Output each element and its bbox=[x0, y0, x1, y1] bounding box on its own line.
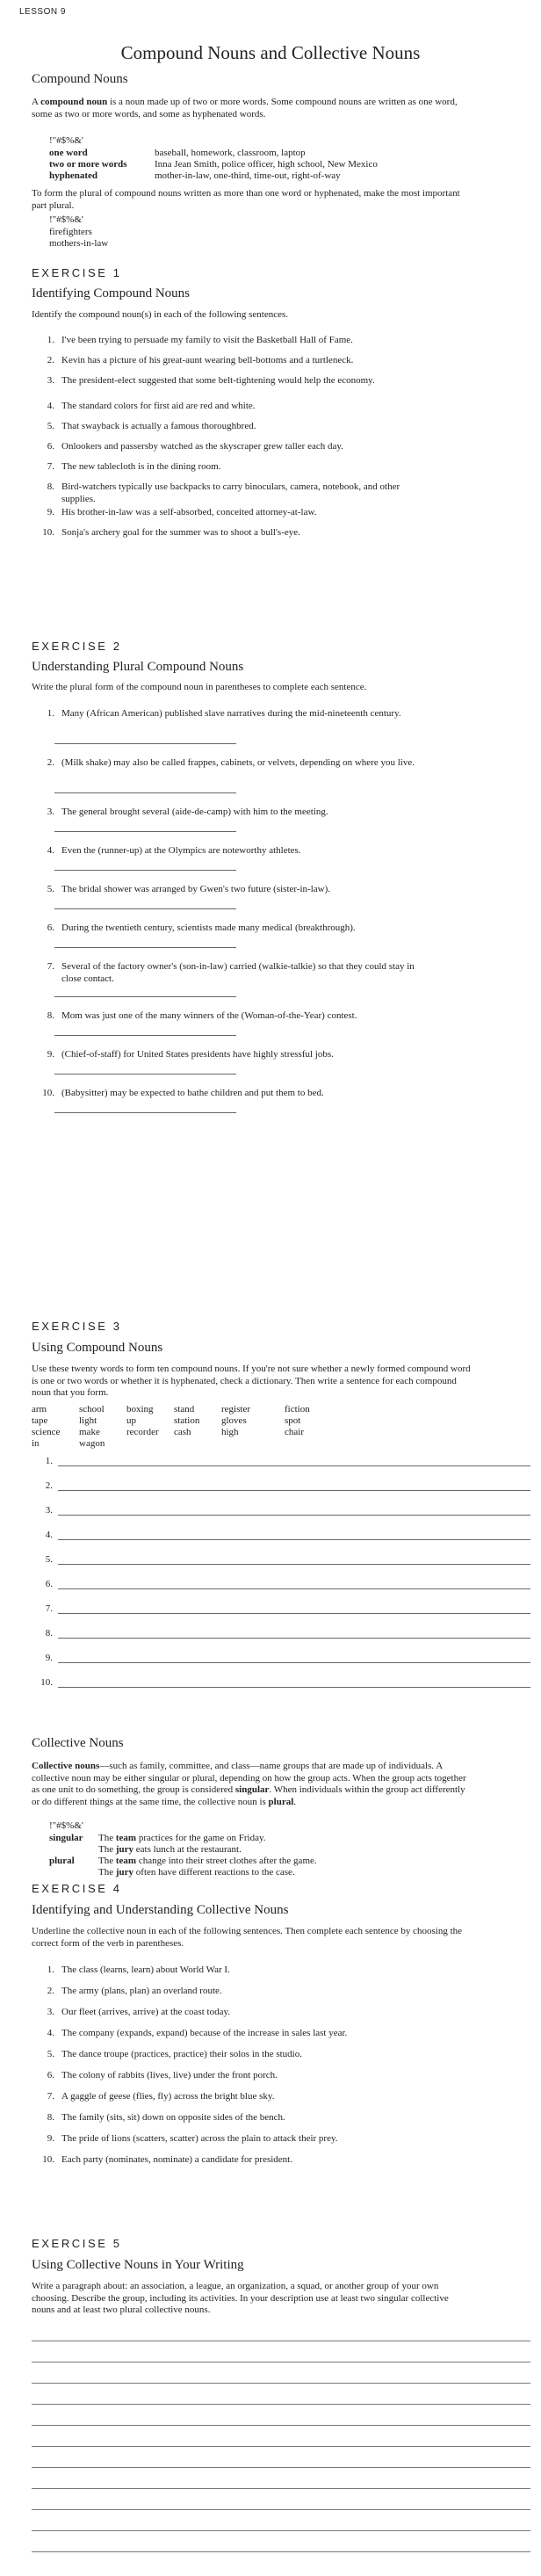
writing-line[interactable] bbox=[32, 2404, 530, 2405]
item-number: 1. bbox=[47, 335, 54, 345]
item-text: (Babysitter) may be expected to bathe children and put them to bed. bbox=[61, 1088, 324, 1098]
word-cell: gloves bbox=[221, 1415, 247, 1426]
word-cell: register bbox=[221, 1404, 250, 1415]
item-text: The dance troupe (practices, practice) their solos in the studio. bbox=[61, 2049, 302, 2059]
item-number: 1. bbox=[47, 708, 54, 719]
collective-heading: Collective Nouns bbox=[32, 1736, 124, 1750]
line-number: 5. bbox=[45, 1554, 53, 1565]
list-item bbox=[35, 923, 422, 935]
item-number: 4. bbox=[47, 2028, 54, 2038]
item-text: The new tablecloth is in the dining room. bbox=[61, 461, 221, 472]
item-text: That swayback is actually a famous thoroughbred. bbox=[61, 421, 256, 431]
item-text: The standard colors for first aid are red and white. bbox=[61, 401, 256, 411]
item-text: The president-elect suggested that some belt-tightening would help the economy. bbox=[61, 375, 375, 386]
item-number: 3. bbox=[47, 807, 54, 817]
item-number: 6. bbox=[47, 441, 54, 452]
exercise-3-heading: Using Compound Nouns bbox=[32, 1341, 163, 1355]
numbered-answer-line[interactable] bbox=[32, 1503, 530, 1516]
word-bank bbox=[32, 1404, 332, 1450]
exercise-2-label: EXERCISE 2 bbox=[32, 640, 122, 653]
word-cell bbox=[285, 1438, 332, 1450]
compound-types-list bbox=[49, 148, 378, 182]
word-cell: tape bbox=[32, 1415, 48, 1426]
list-item bbox=[35, 2007, 422, 2019]
item-text: The colony of rabbits (lives, live) under the front porch. bbox=[61, 2070, 278, 2080]
item-text: Even the (runner-up) at the Olympics are noteworthy athletes. bbox=[61, 845, 301, 856]
exercise-4-label: EXERCISE 4 bbox=[32, 1882, 122, 1895]
word-row bbox=[32, 1415, 332, 1427]
answer-line[interactable] bbox=[58, 1655, 530, 1663]
word-cell: wagon bbox=[79, 1438, 105, 1449]
line-number: 7. bbox=[45, 1603, 53, 1614]
item-number: 1. bbox=[47, 1965, 54, 1975]
word-row bbox=[32, 1427, 332, 1438]
exercise-2-instructions: Write the plural form of the compound noun in parentheses to complete each sentence. bbox=[32, 682, 367, 692]
answer-line[interactable] bbox=[58, 1581, 530, 1589]
word-cell: stand bbox=[174, 1404, 195, 1415]
list-item bbox=[35, 2091, 422, 2103]
symbol-glyph: !"#$%&' bbox=[49, 214, 83, 225]
answer-line[interactable] bbox=[58, 1680, 530, 1688]
plural-examples: firefighters mothers-in-law bbox=[49, 227, 109, 249]
exercise-3-label: EXERCISE 3 bbox=[32, 1320, 122, 1333]
item-number: 5. bbox=[47, 884, 54, 894]
item-number: 8. bbox=[47, 2112, 54, 2123]
word-cell: high bbox=[221, 1427, 239, 1437]
answer-line[interactable] bbox=[54, 947, 236, 948]
item-number: 5. bbox=[47, 2049, 54, 2059]
item-number: 5. bbox=[47, 421, 54, 431]
item-text: The pride of lions (scatters, scatter) across the plain to attack their prey. bbox=[61, 2133, 338, 2144]
word-cell bbox=[221, 1438, 285, 1450]
writing-line[interactable] bbox=[32, 2530, 530, 2531]
item-text: Bird-watchers typically use backpacks to carry binoculars, camera, notebook, and other supplies. bbox=[61, 481, 400, 504]
list-item bbox=[35, 708, 422, 720]
item-text: Our fleet (arrives, arrive) at the coast today. bbox=[61, 2007, 231, 2017]
list-item bbox=[35, 375, 422, 387]
writing-line[interactable] bbox=[32, 2467, 530, 2468]
item-text: During the twentieth century, scientists made many medical (breakthrough). bbox=[61, 923, 356, 933]
word-row bbox=[32, 1404, 332, 1415]
line-number: 4. bbox=[45, 1530, 53, 1540]
list-item bbox=[35, 461, 422, 474]
word-cell: cash bbox=[174, 1427, 191, 1437]
answer-line[interactable] bbox=[58, 1483, 530, 1491]
word-cell: fiction bbox=[285, 1404, 310, 1415]
exercise-4-instructions: Underline the collective noun in each of the following sentences. Then complete each sentence by choosing the correct form of the verb in parentheses. bbox=[32, 1926, 463, 1949]
compound-heading: Compound Nouns bbox=[32, 72, 128, 86]
collective-examples bbox=[49, 1833, 450, 1878]
list-item bbox=[35, 1010, 422, 1023]
answer-line[interactable] bbox=[58, 1631, 530, 1639]
word-cell: spot bbox=[285, 1415, 301, 1426]
item-text: The bridal shower was arranged by Gwen's two future (sister-in-law). bbox=[61, 884, 330, 894]
list-item bbox=[35, 355, 422, 367]
item-text: Sonja's archery goal for the summer was to shoot a bull's-eye. bbox=[61, 527, 300, 538]
word-cell: light bbox=[79, 1415, 97, 1426]
list-item bbox=[35, 1986, 422, 1998]
item-number: 2. bbox=[47, 1986, 54, 1996]
exercise-1-instructions: Identify the compound noun(s) in each of the following sentences. bbox=[32, 309, 289, 320]
item-number: 2. bbox=[47, 355, 54, 365]
item-number: 7. bbox=[47, 2091, 54, 2102]
line-number: 3. bbox=[45, 1505, 53, 1516]
answer-line[interactable] bbox=[58, 1508, 530, 1516]
item-number: 8. bbox=[47, 1010, 54, 1021]
item-number: 9. bbox=[47, 2133, 54, 2144]
word-cell: arm bbox=[32, 1404, 47, 1415]
list-item bbox=[35, 481, 422, 505]
item-number: 10. bbox=[42, 527, 54, 538]
item-text: (Chief-of-staff) for United States presidents have highly stressful jobs. bbox=[61, 1049, 334, 1060]
list-item bbox=[35, 2070, 422, 2082]
item-text: A gaggle of geese (flies, fly) across the bright blue sky. bbox=[61, 2091, 275, 2102]
item-number: 6. bbox=[47, 2070, 54, 2080]
answer-line[interactable] bbox=[54, 996, 236, 997]
word-cell: boxing bbox=[126, 1404, 154, 1415]
exercise-5-label: EXERCISE 5 bbox=[32, 2237, 122, 2250]
item-text: Each party (nominates, nominate) a candidate for president. bbox=[61, 2154, 292, 2165]
numbered-answer-line[interactable] bbox=[32, 1626, 530, 1639]
item-number: 7. bbox=[47, 961, 54, 972]
list-item bbox=[35, 884, 422, 896]
page-title: Compound Nouns and Collective Nouns bbox=[120, 42, 421, 63]
numbered-answer-line[interactable] bbox=[32, 1602, 530, 1614]
item-text: The general brought several (aide-de-camp) with him to the meeting. bbox=[61, 807, 328, 817]
list-item bbox=[35, 335, 422, 347]
exercise-5-instructions: Write a paragraph about: an association, a league, an organization, a squad, or another group of your own choosing. Describe the group, including its activities. In your description use at least two singular collective nouns and at least two plural collective nouns. bbox=[32, 2281, 449, 2315]
example-row: plural The team change into their street clothes after the game. bbox=[49, 1856, 317, 1866]
writing-line[interactable] bbox=[32, 2425, 530, 2426]
word-cell bbox=[126, 1438, 174, 1450]
lesson-label: LESSON 9 bbox=[19, 7, 66, 17]
example-row: singular The team practices for the game on Friday. bbox=[49, 1833, 266, 1843]
list-item bbox=[35, 1049, 422, 1061]
numbered-answer-line[interactable] bbox=[32, 1479, 530, 1491]
answer-line[interactable] bbox=[54, 1074, 236, 1075]
list-item bbox=[35, 961, 422, 985]
answer-line[interactable] bbox=[54, 1112, 236, 1113]
word-cell: science bbox=[32, 1427, 61, 1437]
writing-line[interactable] bbox=[32, 2362, 530, 2363]
writing-line[interactable] bbox=[32, 2446, 530, 2447]
numbered-answer-line[interactable] bbox=[32, 1454, 530, 1466]
example-row: The jury often have different reactions to the case. bbox=[98, 1867, 295, 1878]
exercise-5-heading: Using Collective Nouns in Your Writing bbox=[32, 2258, 244, 2272]
line-number: 10. bbox=[40, 1677, 53, 1688]
item-number: 4. bbox=[47, 845, 54, 856]
list-item bbox=[35, 441, 422, 453]
item-text: I've been trying to persuade my family to visit the Basketball Hall of Fame. bbox=[61, 335, 353, 345]
item-text: Several of the factory owner's (son-in-law) carried (walkie-talkie) so that they could stay in close contact. bbox=[61, 961, 415, 984]
line-number: 9. bbox=[45, 1653, 53, 1663]
list-item bbox=[35, 2028, 422, 2040]
example-row: The jury eats lunch at the restaurant. bbox=[98, 1844, 242, 1855]
answer-line[interactable] bbox=[58, 1557, 530, 1565]
numbered-answer-line[interactable] bbox=[32, 1651, 530, 1663]
symbol-glyph: !"#$%&' bbox=[49, 1820, 83, 1831]
list-item bbox=[35, 507, 422, 519]
writing-line[interactable] bbox=[32, 2383, 530, 2384]
item-number: 6. bbox=[47, 923, 54, 933]
item-number: 2. bbox=[47, 757, 54, 768]
line-number: 6. bbox=[45, 1579, 53, 1589]
item-text: The family (sits, sit) down on opposite sides of the bench. bbox=[61, 2112, 285, 2123]
item-text: Kevin has a picture of his great-aunt wearing bell-bottoms and a turtleneck. bbox=[61, 355, 354, 365]
symbol-glyph: !"#$%&' bbox=[49, 135, 83, 146]
exercise-1-heading: Identifying Compound Nouns bbox=[32, 286, 190, 300]
list-item bbox=[35, 421, 422, 433]
answer-line[interactable] bbox=[58, 1606, 530, 1614]
writing-line[interactable] bbox=[32, 2509, 530, 2510]
list-item bbox=[35, 807, 422, 819]
word-cell: recorder bbox=[126, 1427, 159, 1437]
compound-intro: A compound noun is a noun made up of two or more words. Some compound nouns are written as one word, some as two or more words, and some as hyphenated words. bbox=[32, 97, 458, 119]
list-item bbox=[35, 2112, 422, 2124]
list-item bbox=[35, 2154, 422, 2167]
numbered-answer-line[interactable] bbox=[32, 1675, 530, 1688]
type-row: two or more words Inna Jean Smith, police officer, high school, New Mexico bbox=[49, 159, 378, 170]
writing-line[interactable] bbox=[32, 2551, 530, 2552]
word-cell: school bbox=[79, 1404, 105, 1415]
item-number: 9. bbox=[47, 1049, 54, 1060]
item-number: 4. bbox=[47, 401, 54, 411]
numbered-answer-line[interactable] bbox=[32, 1577, 530, 1589]
answer-line[interactable] bbox=[54, 870, 236, 871]
answer-line[interactable] bbox=[54, 1035, 236, 1036]
item-text: Onlookers and passersby watched as the skyscraper grew taller each day. bbox=[61, 441, 343, 452]
item-text: His brother-in-law was a self-absorbed, conceited attorney-at-law. bbox=[61, 507, 317, 517]
exercise-4-heading: Identifying and Understanding Collective Nouns bbox=[32, 1903, 289, 1917]
word-cell: in bbox=[32, 1438, 40, 1449]
item-text: The army (plans, plan) an overland route. bbox=[61, 1986, 222, 1996]
list-item bbox=[35, 2049, 422, 2061]
item-number: 7. bbox=[47, 461, 54, 472]
type-row: one word baseball, homework, classroom, laptop bbox=[49, 148, 306, 158]
word-row bbox=[32, 1438, 332, 1450]
list-item bbox=[35, 757, 422, 770]
exercise-1-label: EXERCISE 1 bbox=[32, 266, 122, 279]
answer-line[interactable] bbox=[58, 1532, 530, 1540]
answer-line[interactable] bbox=[54, 792, 236, 793]
plural-rule: To form the plural of compound nouns written as more than one word or hyphenated, make the most important part plural. bbox=[32, 188, 460, 211]
list-item bbox=[35, 1088, 422, 1100]
writing-line[interactable] bbox=[32, 2488, 530, 2489]
word-cell: chair bbox=[285, 1427, 304, 1437]
item-number: 3. bbox=[47, 2007, 54, 2017]
exercise-3-instructions: Use these twenty words to form ten compound nouns. If you're not sure whether a newly formed compound word is one or two words or whether it is hyphenated, check a dictionary. Then write a sentence for each compound noun that you form. bbox=[32, 1364, 471, 1398]
line-number: 8. bbox=[45, 1628, 53, 1639]
line-number: 2. bbox=[45, 1480, 53, 1491]
item-text: The class (learns, learn) about World War I. bbox=[61, 1965, 230, 1975]
item-text: The company (expands, expand) because of the increase in sales last year. bbox=[61, 2028, 348, 2038]
item-text: Mom was just one of the many winners of the (Woman-of-the-Year) contest. bbox=[61, 1010, 357, 1021]
exercise-2-heading: Understanding Plural Compound Nouns bbox=[32, 660, 244, 674]
list-item bbox=[35, 2133, 422, 2145]
item-number: 9. bbox=[47, 507, 54, 517]
word-cell bbox=[174, 1438, 221, 1450]
list-item bbox=[35, 1965, 422, 1977]
answer-line[interactable] bbox=[54, 908, 236, 909]
type-row: hyphenated mother-in-law, one-third, time-out, right-of-way bbox=[49, 170, 341, 181]
word-cell: station bbox=[174, 1415, 200, 1426]
list-item bbox=[35, 401, 422, 413]
item-number: 10. bbox=[42, 2154, 54, 2165]
numbered-answer-line[interactable] bbox=[32, 1552, 530, 1565]
line-number: 1. bbox=[45, 1456, 53, 1466]
answer-line[interactable] bbox=[58, 1458, 530, 1466]
list-item bbox=[35, 527, 422, 539]
collective-intro: Collective nouns—such as family, committee, and class—name groups that are made up of individuals. A collective noun may be either singular or plural, depending on how the group acts. When the group acts together as one unit to do something, the group is considered singular. When individuals within the group act differently or do different things at the same time, the collective noun is plural. bbox=[32, 1761, 466, 1807]
item-text: Many (African American) published slave narratives during the mid-nineteenth century. bbox=[61, 708, 401, 719]
answer-line[interactable] bbox=[54, 831, 236, 832]
item-number: 10. bbox=[42, 1088, 54, 1098]
numbered-answer-line[interactable] bbox=[32, 1528, 530, 1540]
item-number: 8. bbox=[47, 481, 54, 492]
list-item bbox=[35, 845, 422, 857]
word-cell: up bbox=[126, 1415, 136, 1426]
item-text: (Milk shake) may also be called frappes, cabinets, or velvets, depending on where you live. bbox=[61, 757, 415, 768]
word-cell: make bbox=[79, 1427, 100, 1437]
answer-line[interactable] bbox=[54, 743, 236, 744]
item-number: 3. bbox=[47, 375, 54, 386]
